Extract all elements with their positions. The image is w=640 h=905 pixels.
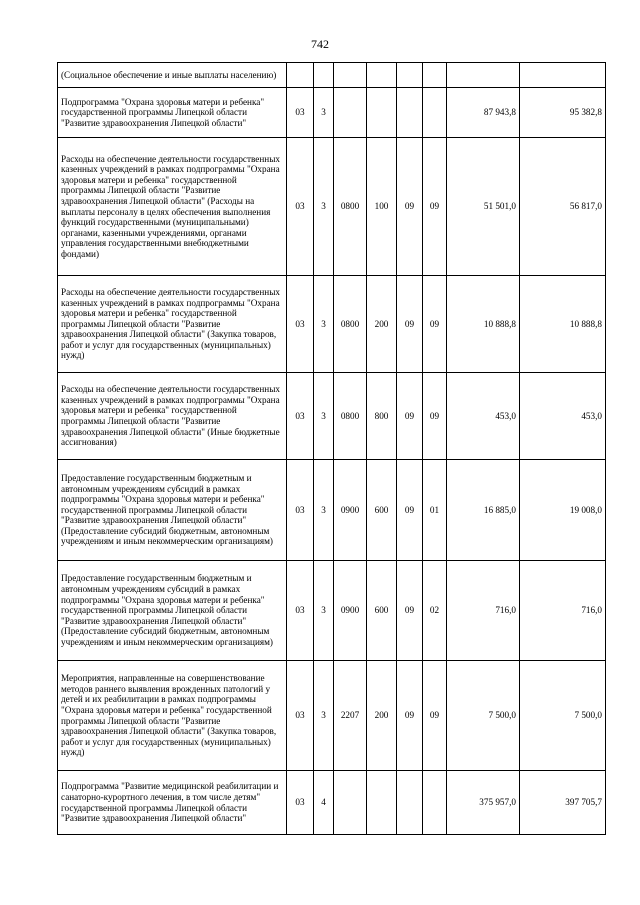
cell-subsection xyxy=(423,771,447,835)
table-row xyxy=(58,138,606,276)
cell-amount-1: 453,0 xyxy=(447,373,520,460)
cell-subprogram: 3 xyxy=(314,460,334,561)
cell-amount-2 xyxy=(520,63,606,88)
cell-subprogram: 3 xyxy=(314,373,334,460)
cell-expense-type: 800 xyxy=(367,373,397,460)
table-row xyxy=(58,460,606,561)
cell-section: 09 xyxy=(397,138,423,276)
cell-expense-type: 600 xyxy=(367,561,397,661)
cell-subsection: 09 xyxy=(423,138,447,276)
cell-subprogram xyxy=(314,63,334,88)
cell-amount-1: 7 500,0 xyxy=(447,661,520,771)
cell-target-code: 0900 xyxy=(334,561,367,661)
row-description: Мероприятия, направленные на совершенствование методов раннего выявления врожденных патологий у детей и их реабилитации в рамках подпрограммы "Охрана здоровья матери и ребенка" государственной программы Липецкой области "Развитие здравоохранения Липецкой области" (Закупка товаров, работ и услуг для государственных (муниципальных) нужд) xyxy=(58,661,287,771)
cell-subprogram: 3 xyxy=(314,138,334,276)
cell-amount-2: 397 705,7 xyxy=(520,771,606,835)
cell-subsection: 09 xyxy=(423,276,447,373)
cell-subsection: 01 xyxy=(423,460,447,561)
cell-target-code: 0800 xyxy=(334,373,367,460)
cell-amount-1: 16 885,0 xyxy=(447,460,520,561)
cell-expense-type: 200 xyxy=(367,661,397,771)
cell-amount-2: 56 817,0 xyxy=(520,138,606,276)
cell-target-code xyxy=(334,63,367,88)
row-description: Подпрограмма "Развитие медицинской реабилитации и санаторно-курортного лечения, в том числе детям" государственной программы Липецкой области "Развитие здравоохранения Липецкой области" xyxy=(58,771,287,835)
cell-subsection xyxy=(423,63,447,88)
cell-section xyxy=(397,88,423,138)
cell-subsection: 02 xyxy=(423,561,447,661)
cell-program: 03 xyxy=(287,276,314,373)
page-number: 742 xyxy=(311,37,329,51)
cell-subprogram: 4 xyxy=(314,771,334,835)
cell-amount-2: 453,0 xyxy=(520,373,606,460)
cell-section: 09 xyxy=(397,460,423,561)
cell-program: 03 xyxy=(287,138,314,276)
cell-subprogram: 3 xyxy=(314,561,334,661)
cell-amount-2: 95 382,8 xyxy=(520,88,606,138)
cell-target-code: 0800 xyxy=(334,138,367,276)
cell-target-code xyxy=(334,771,367,835)
cell-section xyxy=(397,63,423,88)
cell-amount-1 xyxy=(447,63,520,88)
row-description: Расходы на обеспечение деятельности государственных казенных учреждений в рамках подпрограммы "Охрана здоровья матери и ребенка" государственной программы Липецкой области "Развитие здравоохранения Липецкой области" (Закупка товаров, работ и услуг для государственных (муниципальных) нужд) xyxy=(58,276,287,373)
cell-subsection xyxy=(423,88,447,138)
cell-subsection: 09 xyxy=(423,661,447,771)
cell-program: 03 xyxy=(287,88,314,138)
cell-expense-type xyxy=(367,771,397,835)
cell-section: 09 xyxy=(397,661,423,771)
budget-table xyxy=(57,62,606,835)
cell-program: 03 xyxy=(287,771,314,835)
cell-amount-1: 375 957,0 xyxy=(447,771,520,835)
cell-section: 09 xyxy=(397,276,423,373)
cell-subprogram: 3 xyxy=(314,276,334,373)
table-row xyxy=(58,276,606,373)
table-row xyxy=(58,771,606,835)
cell-target-code xyxy=(334,88,367,138)
cell-expense-type xyxy=(367,88,397,138)
row-description: (Социальное обеспечение и иные выплаты населению) xyxy=(58,63,287,88)
cell-target-code: 2207 xyxy=(334,661,367,771)
cell-subprogram: 3 xyxy=(314,661,334,771)
cell-amount-1: 10 888,8 xyxy=(447,276,520,373)
row-description: Расходы на обеспечение деятельности государственных казенных учреждений в рамках подпрограммы "Охрана здоровья матери и ребенка" государственной программы Липецкой области "Развитие здравоохранения Липецкой области" (Расходы на выплаты персоналу в целях обеспечения выполнения функций государственными (муниципальными) органами, казенными учреждениями, органами управления государственными внебюджетными фондами) xyxy=(58,138,287,276)
cell-section: 09 xyxy=(397,373,423,460)
cell-amount-1: 716,0 xyxy=(447,561,520,661)
cell-section xyxy=(397,771,423,835)
row-description: Предоставление государственным бюджетным и автономным учреждениям субсидий в рамках подпрограммы "Охрана здоровья матери и ребенка" государственной программы Липецкой области "Развитие здравоохранения Липецкой области" (Предоставление субсидий бюджетным, автономным учреждениям и иным некоммерческим организациям) xyxy=(58,561,287,661)
cell-expense-type: 600 xyxy=(367,460,397,561)
row-description: Подпрограмма "Охрана здоровья матери и ребенка" государственной программы Липецкой области "Развитие здравоохранения Липецкой области" xyxy=(58,88,287,138)
cell-amount-2: 10 888,8 xyxy=(520,276,606,373)
cell-expense-type: 100 xyxy=(367,138,397,276)
table-row xyxy=(58,63,606,88)
cell-program: 03 xyxy=(287,561,314,661)
cell-subsection: 09 xyxy=(423,373,447,460)
row-description: Расходы на обеспечение деятельности государственных казенных учреждений в рамках подпрограммы "Охрана здоровья матери и ребенка" государственной программы Липецкой области "Развитие здравоохранения Липецкой области" (Иные бюджетные ассигнования) xyxy=(58,373,287,460)
row-description: Предоставление государственным бюджетным и автономным учреждениям субсидий в рамках подпрограммы "Охрана здоровья матери и ребенка" государственной программы Липецкой области "Развитие здравоохранения Липецкой области" (Предоставление субсидий бюджетным, автономным учреждениям и иным некоммерческим организациям) xyxy=(58,460,287,561)
cell-amount-2: 716,0 xyxy=(520,561,606,661)
cell-target-code: 0800 xyxy=(334,276,367,373)
table-row xyxy=(58,661,606,771)
cell-amount-1: 87 943,8 xyxy=(447,88,520,138)
cell-subprogram: 3 xyxy=(314,88,334,138)
cell-amount-2: 7 500,0 xyxy=(520,661,606,771)
cell-amount-2: 19 008,0 xyxy=(520,460,606,561)
cell-amount-1: 51 501,0 xyxy=(447,138,520,276)
table-row xyxy=(58,373,606,460)
cell-program: 03 xyxy=(287,460,314,561)
cell-program xyxy=(287,63,314,88)
cell-expense-type: 200 xyxy=(367,276,397,373)
table-row xyxy=(58,561,606,661)
cell-section: 09 xyxy=(397,561,423,661)
cell-target-code: 0900 xyxy=(334,460,367,561)
cell-program: 03 xyxy=(287,661,314,771)
table-row xyxy=(58,88,606,138)
cell-expense-type xyxy=(367,63,397,88)
cell-program: 03 xyxy=(287,373,314,460)
